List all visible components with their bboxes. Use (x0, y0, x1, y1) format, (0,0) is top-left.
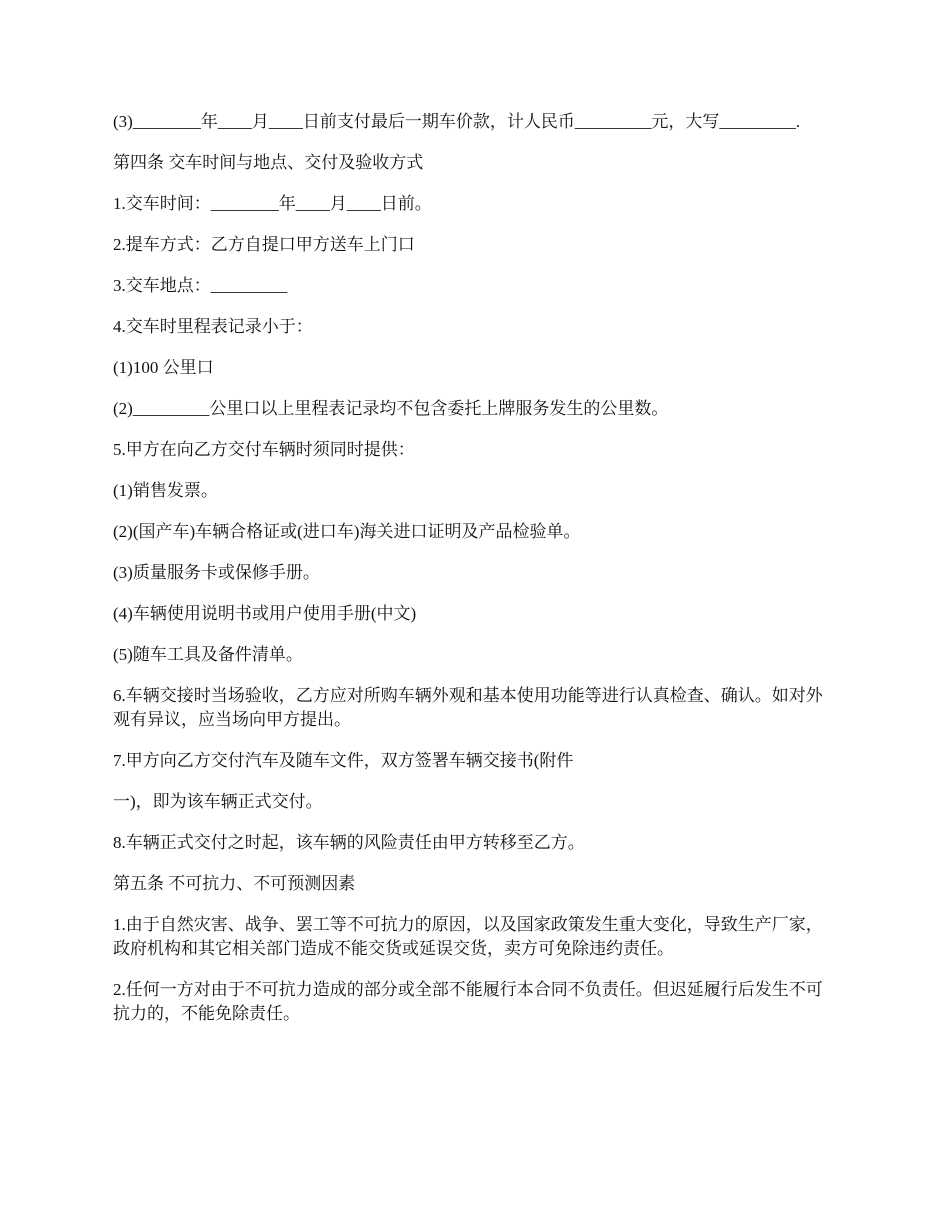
paragraph-payment-final: (3)________年____月____日前支付最后一期车价款，计人民币_________元，大写_________. (113, 112, 801, 131)
paragraph-delivery-time: 1.交车时间：________年____月____日前。 (113, 194, 432, 213)
paragraph-force-majeure-1: 1.由于自然灾害、战争、罢工等不可抗力的原因，以及国家政策发生重大变化，导致生产厂家，政府机构和其它相关部门造成不能交货或延误交货，卖方可免除违约责任。 (113, 915, 823, 958)
paragraph-odometer-limit: 4.交车时里程表记录小于： (113, 317, 313, 336)
paragraph-documents-required: 5.甲方在向乙方交付车辆时须同时提供： (113, 440, 415, 459)
paragraph-inspection: 6.车辆交接时当场验收，乙方应对所购车辆外观和基本使用功能等进行认真检查、确认。如对外观有异议，应当场向甲方提出。 (113, 686, 823, 729)
paragraph-force-majeure-2: 2.任何一方对由于不可抗力造成的部分或全部不能履行本合同不负责任。但迟延履行后发生不可抗力的，不能免除责任。 (113, 980, 823, 1023)
paragraph-handover-a: 7.甲方向乙方交付汽车及随车文件，双方签署车辆交接书(附件 (113, 751, 574, 770)
paragraph-doc-manual: (4)车辆使用说明书或用户使用手册(中文) (113, 604, 417, 623)
paragraph-handover-b: 一)，即为该车辆正式交付。 (113, 792, 323, 811)
section-heading-article-4: 第四条 交车时间与地点、交付及验收方式 (113, 153, 424, 172)
paragraph-risk-transfer: 8.车辆正式交付之时起，该车辆的风险责任由甲方转移至乙方。 (113, 833, 585, 852)
paragraph-odometer-option-1: (1)100 公里口 (113, 358, 214, 377)
paragraph-doc-tools: (5)随车工具及备件清单。 (113, 645, 303, 664)
paragraph-pickup-method: 2.提车方式：乙方自提口甲方送车上门口 (113, 235, 415, 254)
paragraph-delivery-location: 3.交车地点：_________ (113, 276, 288, 295)
paragraph-doc-certificate: (2)(国产车)车辆合格证或(进口车)海关进口证明及产品检验单。 (113, 522, 581, 541)
paragraph-doc-warranty: (3)质量服务卡或保修手册。 (113, 563, 320, 582)
section-heading-article-5: 第五条 不可抗力、不可预测因素 (113, 874, 356, 893)
paragraph-odometer-option-2: (2)_________公里口以上里程表记录均不包含委托上牌服务发生的公里数。 (113, 399, 669, 418)
paragraph-doc-invoice: (1)销售发票。 (113, 481, 218, 500)
document-page (113, 110, 835, 1043)
